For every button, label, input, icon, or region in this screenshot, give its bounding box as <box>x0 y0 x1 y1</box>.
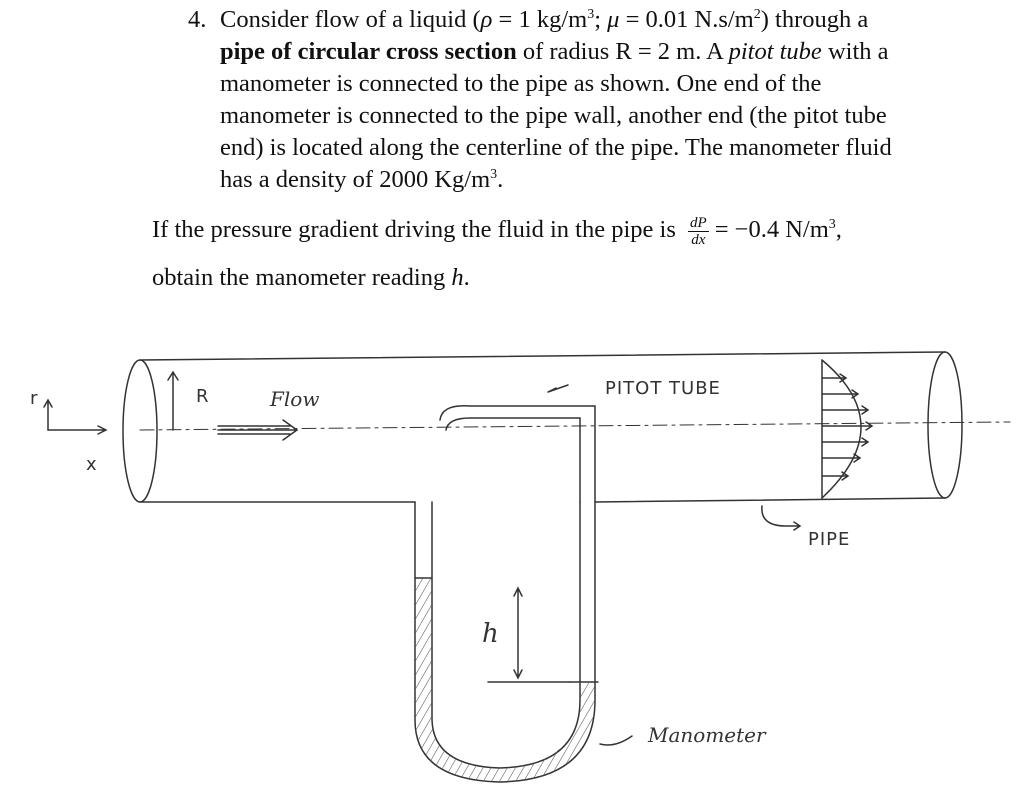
problem-line-6: has a density of 2000 $Kg/m^3$. <box>220 166 504 193</box>
pipe-right-end <box>928 352 962 498</box>
problem-line-5: end) is located along the centerline of the pipe. The manometer fluid <box>220 134 892 161</box>
velocity-arrows <box>822 374 872 480</box>
flow-label: Flow <box>270 387 320 411</box>
h-dimension-arrow <box>514 588 522 678</box>
problem-line-1: Consider flow of a liquid (ρ = 1 $kg/m^3$; μ = 0.01 $N.s/m^2$) through a <box>220 6 869 33</box>
pipe-label: PIPE <box>808 529 851 550</box>
r-axis-label: r <box>30 388 39 409</box>
problem-statement <box>188 4 968 196</box>
radius-arrow <box>168 372 178 430</box>
manometer-fluid <box>415 578 595 782</box>
r-axis-arrow <box>44 400 52 430</box>
pitot-tube-label: PITOT TUBE <box>605 378 721 399</box>
problem-line-3: manometer is connected to the pipe as shown. One end of the <box>220 70 822 97</box>
pressure-gradient-statement: If the pressure gradient driving the fluid in the pipe is $\frac{dP}{dx}$ = −0.4 $N/m^3$, <box>152 214 842 248</box>
flow-arrow <box>218 420 297 440</box>
problem-line-4: manometer is connected to the pipe wall, another end (the pitot tube <box>220 102 887 129</box>
manometer-inner <box>432 502 580 768</box>
pipe-manometer-diagram <box>0 330 1024 798</box>
pipe-bottom-wall-right <box>595 498 945 502</box>
radius-label: R <box>196 386 210 407</box>
problem-number: 4. <box>188 6 207 33</box>
manometer-leader <box>600 736 632 745</box>
pitot-tube-inner <box>446 418 580 502</box>
dp-dx-fraction: $\frac{dP}{dx}$ <box>690 214 707 248</box>
problem-line-2: pipe of circular cross section of radius R = 2 m. A pitot tube with a <box>220 38 889 65</box>
manometer-label: Manometer <box>648 723 766 747</box>
pitot-leader <box>548 385 568 392</box>
problem-body <box>220 4 968 196</box>
pipe-leader <box>762 506 800 530</box>
x-axis-label: x <box>86 454 98 475</box>
question-line: obtain the manometer reading h. <box>152 264 470 291</box>
pipe-top-wall <box>140 352 945 360</box>
pipe-left-end <box>123 360 157 502</box>
h-label: h <box>482 619 499 649</box>
pitot-tube-outer <box>440 406 595 502</box>
x-axis-arrow <box>48 426 106 434</box>
